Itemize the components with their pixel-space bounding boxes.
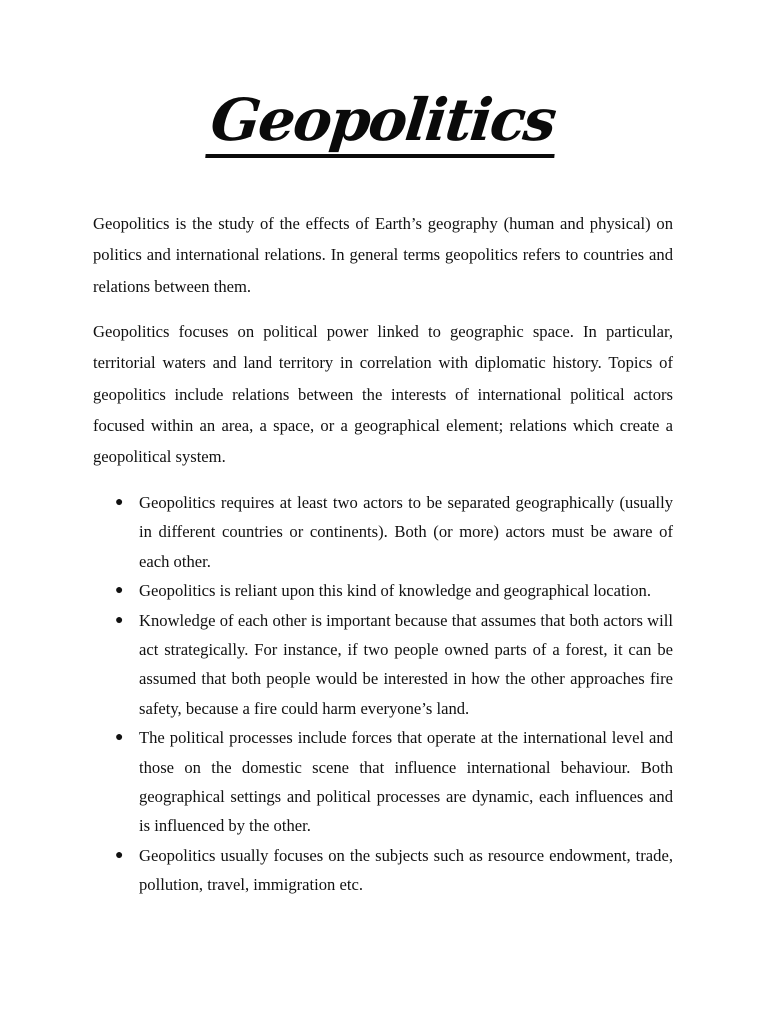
focus-paragraph: Geopolitics focuses on political power linked to geographic space. In particular, territorial waters and land territory in correlation with diplomatic history. Topics of geopolitics include relations between the interests of international political actors focused within an area, a space, or a geographical element; relations which create a geopolitical system. bbox=[93, 322, 673, 467]
page-title-text: Geopolitics bbox=[206, 86, 563, 158]
list-item-text: Geopolitics is reliant upon this kind of knowledge and geographical location. bbox=[139, 581, 651, 601]
list-item bbox=[93, 841, 673, 900]
list-item bbox=[93, 606, 673, 724]
bullet-icon: ● bbox=[115, 847, 124, 863]
bullet-icon: ● bbox=[115, 612, 124, 628]
list-item bbox=[93, 488, 673, 576]
page-title bbox=[0, 82, 768, 158]
bullet-icon: ● bbox=[115, 495, 124, 510]
list-item-text: Geopolitics requires at least two actors to be separated geographically (usually in different countries or continents). Both (or more) actors must be aware of each other. bbox=[139, 493, 673, 571]
list-item-text: Geopolitics usually focuses on the subjects such as resource endowment, trade, pollution, travel, immigration etc. bbox=[139, 845, 673, 895]
list-item bbox=[93, 576, 673, 605]
intro-paragraph: Geopolitics is the study of the effects of Earth’s geography (human and physical) on politics and international relations. In general terms geopolitics refers to countries and relations between them. bbox=[93, 214, 673, 296]
bullet-list bbox=[93, 488, 673, 900]
list-item-text: Knowledge of each other is important because that assumes that both actors will act strategically. For instance, if two people owned parts of a forest, it can be assumed that both people would be interested in how the other approaches fire safety, because a fire could harm everyone’s land. bbox=[139, 610, 673, 718]
bullet-icon: ● bbox=[115, 583, 124, 599]
bullet-icon: ● bbox=[115, 730, 124, 746]
list-item bbox=[93, 723, 673, 841]
list-item-text: The political processes include forces that operate at the international level and those on the domestic scene that influence international behaviour. Both geographical settings and political processes are dynamic, each influences and is influenced by the other. bbox=[139, 728, 673, 836]
